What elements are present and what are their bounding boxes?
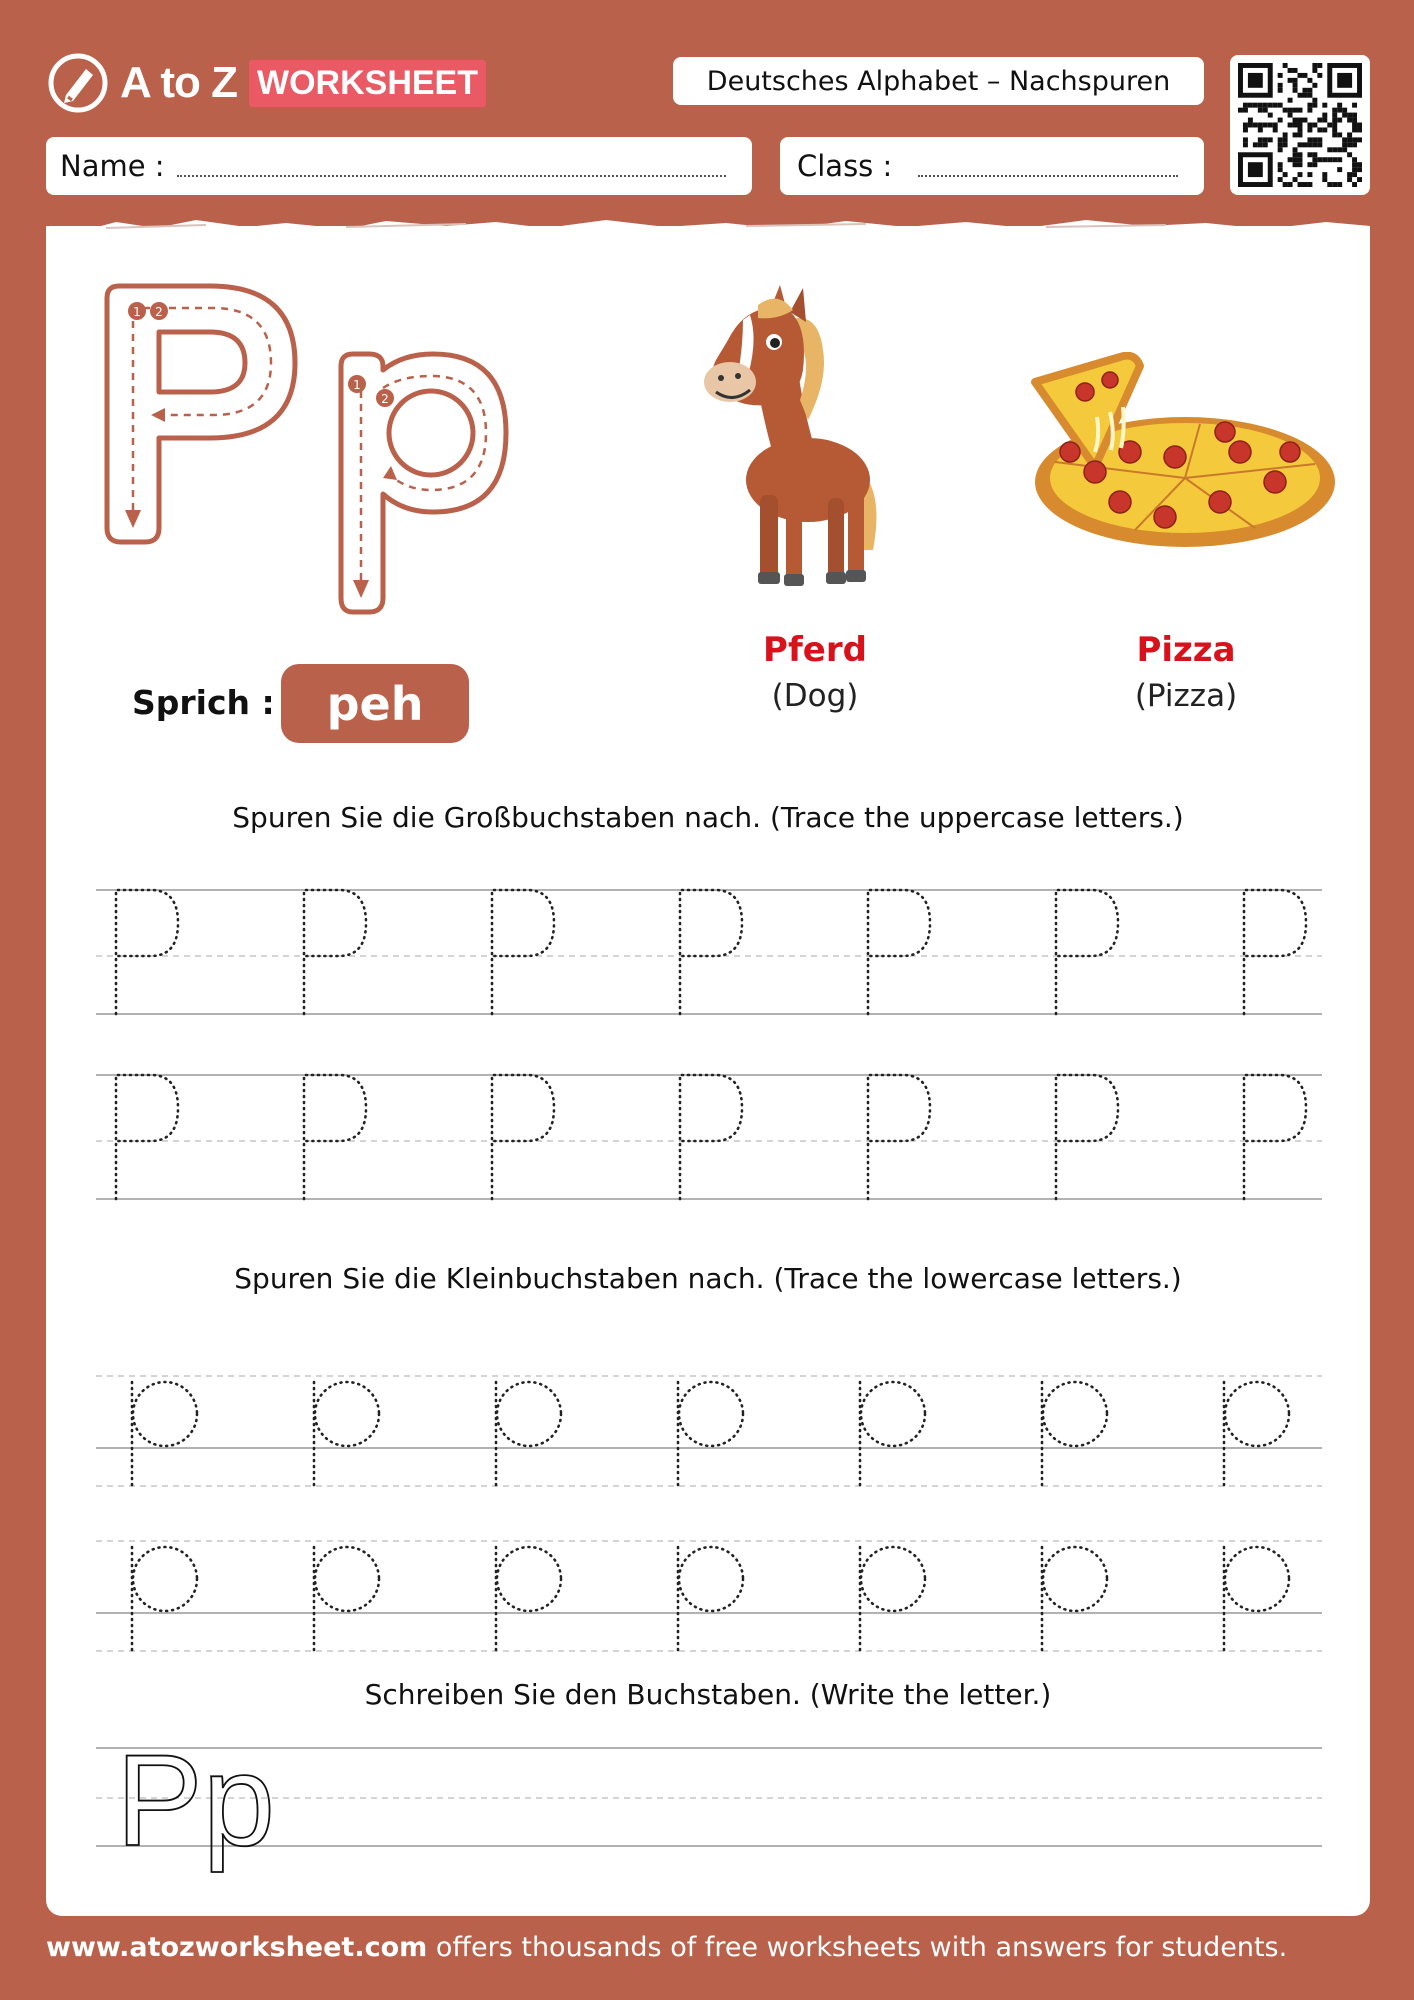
class-label: Class : <box>797 149 893 183</box>
stroke-number-2-lower: 2 <box>381 392 389 406</box>
logo-badge: WORKSHEET <box>249 60 486 107</box>
worksheet-title <box>673 57 1204 105</box>
example-german-2: Pizza <box>1136 630 1236 670</box>
example-word-2 <box>1036 630 1336 714</box>
trace-letter-lower <box>314 1382 379 1490</box>
torn-edge-decoration <box>46 216 1370 246</box>
example-english-1: (Dog) <box>771 678 859 714</box>
horse-icon <box>688 280 913 610</box>
qr-code-icon <box>1238 63 1362 187</box>
class-field[interactable] <box>780 137 1204 195</box>
pizza-icon <box>1025 352 1335 552</box>
trace-letter-upper <box>680 890 742 1014</box>
trace-letter-lower <box>678 1382 743 1490</box>
trace-letter-lower <box>860 1547 925 1655</box>
trace-letter-upper <box>1244 890 1306 1014</box>
stroke-number-1: 1 <box>133 305 141 319</box>
trace-letter-upper <box>1244 1075 1306 1199</box>
trace-letter-upper <box>304 890 366 1014</box>
name-label: Name : <box>60 149 165 183</box>
example-german-1: Pferd <box>763 630 867 670</box>
name-write-line[interactable] <box>177 155 726 177</box>
stroke-number-2: 2 <box>155 305 163 319</box>
sample-letters: Pp <box>116 1738 276 1873</box>
trace-letter-lower <box>314 1547 379 1655</box>
write-practice-area[interactable] <box>96 1738 1322 1888</box>
trace-letter-lower <box>1042 1547 1107 1655</box>
trace-letter-upper <box>492 1075 554 1199</box>
worksheet-title-text: Deutsches Alphabet – Nachspuren <box>706 65 1171 97</box>
lowercase-instruction: Spuren Sie die Kleinbuchstaben nach. (Trace the lowercase letters.) <box>234 1262 1182 1295</box>
trace-letter-upper <box>1056 890 1118 1014</box>
trace-letter-upper <box>304 1075 366 1199</box>
trace-letter-lower <box>1224 1547 1289 1655</box>
pronunciation-label: Sprich : <box>132 683 275 722</box>
pencil-logo-icon <box>46 51 110 115</box>
footer-text: offers thousands of free worksheets with answers for students. <box>427 1932 1288 1963</box>
letter-stroke-guide <box>95 278 535 638</box>
pronunciation-badge <box>281 664 469 743</box>
logo-text: A to Z <box>120 58 237 107</box>
trace-letter-upper <box>868 1075 930 1199</box>
pronunciation-value: peh <box>326 676 424 731</box>
trace-letter-upper <box>492 890 554 1014</box>
trace-letter-upper <box>116 1075 178 1199</box>
write-instruction: Schreiben Sie den Buchstaben. (Write the letter.) <box>364 1678 1052 1711</box>
trace-letter-lower <box>1042 1382 1107 1490</box>
trace-letter-upper <box>680 1075 742 1199</box>
uppercase-tracing-area[interactable] <box>96 878 1322 1218</box>
trace-letter-lower <box>1224 1382 1289 1490</box>
stroke-number-1-lower: 1 <box>353 378 361 392</box>
site-logo <box>46 50 486 116</box>
trace-letter-lower <box>132 1547 197 1655</box>
trace-letter-lower <box>496 1547 561 1655</box>
trace-letter-lower <box>678 1547 743 1655</box>
footer-site-link[interactable]: www.atozworksheet.com <box>46 1932 428 1963</box>
name-field[interactable] <box>46 137 752 195</box>
trace-letter-lower <box>496 1382 561 1490</box>
uppercase-instruction: Spuren Sie die Großbuchstaben nach. (Trace the uppercase letters.) <box>232 801 1184 834</box>
footer <box>46 1932 1370 1963</box>
class-write-line[interactable] <box>918 155 1178 177</box>
trace-letter-upper <box>1056 1075 1118 1199</box>
trace-letter-lower <box>860 1382 925 1490</box>
example-english-2: (Pizza) <box>1134 678 1238 714</box>
example-word-1 <box>665 630 965 714</box>
qr-code <box>1230 55 1370 195</box>
trace-letter-upper <box>868 890 930 1014</box>
trace-letter-upper <box>116 890 178 1014</box>
lowercase-tracing-area[interactable] <box>96 1360 1322 1660</box>
trace-letter-lower <box>132 1382 197 1490</box>
